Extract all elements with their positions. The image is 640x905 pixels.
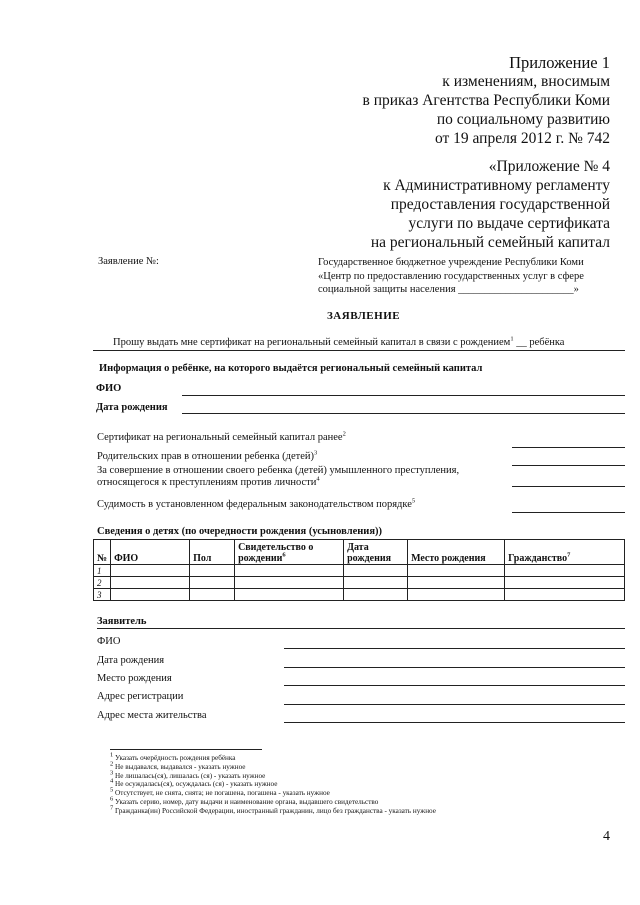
footnote-item: [110, 786, 436, 798]
footnote-separator: [110, 749, 262, 750]
question-certificate: [97, 432, 346, 443]
child-fio-field[interactable]: [182, 395, 625, 396]
application-number-label: Заявление №:: [98, 256, 159, 267]
child-dob-label: Дата рождения: [96, 402, 168, 413]
question-certificate-text: Сертификат на региональный семейный капитал ранее: [97, 432, 343, 443]
applicant-heading: Заявитель: [97, 616, 147, 627]
recipient-line: «Центр по предоставлению государственных услуг в сфере: [318, 270, 584, 282]
footnotes: [110, 751, 436, 816]
row-number: 3: [94, 589, 111, 601]
table-row[interactable]: [94, 577, 625, 589]
cell[interactable]: [408, 577, 505, 589]
question-criminal-record-text: Судимость в установленном федеральным законодательством порядке: [97, 499, 412, 510]
cell[interactable]: [235, 565, 344, 577]
applicant-residence-label: Адрес места жительства: [97, 710, 207, 721]
footnote-text: Гражданка(ин) Российской Федерации, иностранный гражданин, лицо без гражданства - указать нужное: [115, 806, 436, 815]
col-citizenship-text: Гражданство: [508, 553, 568, 564]
question-parental-rights: [97, 451, 317, 462]
footnote-number: 5: [110, 786, 114, 794]
cell[interactable]: [505, 577, 625, 589]
footnote-item: [110, 780, 436, 789]
row-number: 1: [94, 565, 111, 577]
header-line: по социальному развитию: [436, 111, 610, 128]
cell[interactable]: [111, 565, 190, 577]
applicant-dob-label: Дата рождения: [97, 655, 165, 666]
question-conviction-crime: [97, 465, 459, 489]
footnote-item: [110, 804, 436, 816]
table-row[interactable]: [94, 589, 625, 601]
criminal-record-answer-field[interactable]: [512, 512, 625, 513]
request-main: Прошу выдать мне сертификат на региональный семейный капитал в связи с рождением: [113, 337, 511, 348]
applicant-residence-field[interactable]: [284, 722, 625, 723]
parental-rights-answer-field[interactable]: [512, 465, 625, 466]
col-sex: Пол: [190, 540, 235, 565]
header-line: на региональный семейный капитал: [370, 234, 610, 251]
applicant-heading-rule: [97, 628, 625, 629]
recipient-block: [318, 256, 584, 297]
footnote-ref: 4: [316, 475, 320, 483]
children-table: [93, 539, 625, 601]
table-header-row: [94, 540, 625, 565]
applicant-birthplace-field[interactable]: [284, 685, 625, 686]
header-line: к изменениям, вносимым: [442, 73, 610, 90]
footnote-text: Указать серию, номер, дату выдачи и наименование органа, выдавшего свидетельство: [115, 797, 379, 806]
question-crime-text-line1: За совершение в отношении своего ребенка (детей) умышленного преступления,: [97, 465, 460, 476]
header-appendix-4: [371, 157, 610, 252]
footnote-item: [110, 751, 436, 763]
header-appendix-1: [363, 53, 610, 148]
header-line: к Административному регламенту: [383, 177, 610, 194]
header-line: Приложение 1: [509, 53, 610, 72]
row-number: 2: [94, 577, 111, 589]
request-sup: 1: [510, 335, 514, 343]
applicant-fio-field[interactable]: [284, 648, 625, 649]
cell[interactable]: [235, 577, 344, 589]
footnote-text: Отсутствует, не снята, снята; не погашена, погашена - указать нужное: [115, 789, 330, 798]
applicant-dob-field[interactable]: [284, 667, 625, 668]
crime-answer-field[interactable]: [512, 486, 625, 487]
table-row[interactable]: [94, 565, 625, 577]
footnote-number: 6: [110, 795, 114, 803]
footnote-ref: 6: [282, 551, 286, 559]
page-number: 4: [603, 829, 610, 844]
cell[interactable]: [111, 589, 190, 601]
cell[interactable]: [111, 577, 190, 589]
footnote-text: Не осуждалась(ся), осуждалась (ся) - указать нужное: [115, 780, 278, 789]
col-birth-certificate-text: Свидетельство о рождении: [238, 542, 314, 564]
cell[interactable]: [235, 589, 344, 601]
children-table-heading: Сведения о детях (по очередности рождения (усыновления)): [97, 526, 383, 537]
applicant-registration-field[interactable]: [284, 704, 625, 705]
applicant-birthplace-label: Место рождения: [97, 673, 172, 684]
cell[interactable]: [190, 589, 235, 601]
footnote-item: [110, 760, 436, 772]
cell[interactable]: [344, 577, 408, 589]
col-birth-date: Дата рождения: [344, 540, 408, 565]
footnote-number: 2: [110, 760, 114, 768]
cell[interactable]: [408, 589, 505, 601]
col-number: №: [94, 540, 111, 565]
question-crime-text-line2: относящегося к преступлениям против личности: [97, 477, 317, 488]
child-dob-field[interactable]: [182, 413, 625, 414]
cell[interactable]: [344, 565, 408, 577]
cell[interactable]: [505, 589, 625, 601]
cell[interactable]: [190, 565, 235, 577]
header-line: от 19 апреля 2012 г. № 742: [434, 130, 610, 147]
header-line: «Приложение № 4: [488, 158, 610, 175]
certificate-answer-field[interactable]: [512, 447, 625, 448]
footnote-ref: 2: [342, 430, 346, 438]
footnote-number: 3: [110, 769, 114, 777]
cell[interactable]: [408, 565, 505, 577]
col-citizenship: [505, 540, 625, 565]
footnote-text: Указать очерёдность рождения ребёнка: [115, 754, 236, 762]
document-title: ЗАЯВЛЕНИЕ: [327, 310, 401, 322]
col-birth-certificate: [235, 540, 344, 565]
footnote-item: [110, 795, 436, 807]
child-fio-label: ФИО: [96, 383, 122, 394]
footnote-ref: 5: [411, 497, 416, 505]
applicant-fio-label: ФИО: [97, 636, 121, 647]
footnote-text: Не лишалась(ся), лишалась (ся) - указать нужное: [115, 771, 266, 780]
question-criminal-record: [97, 499, 415, 510]
request-tail: __ ребёнка: [516, 337, 565, 348]
recipient-line: социальной защиты населения ______________________»: [318, 284, 579, 295]
cell[interactable]: [505, 565, 625, 577]
footnote-number: 1: [110, 751, 114, 759]
question-parental-rights-text: Родительских прав в отношении ребенка (детей): [97, 451, 314, 462]
header-line: услуги по выдаче сертификата: [408, 215, 610, 232]
cell[interactable]: [344, 589, 408, 601]
child-info-heading: Информация о ребёнке, на которого выдаётся региональный семейный капитал: [99, 363, 483, 374]
recipient-line: Государственное бюджетное учреждение Республики Коми: [318, 257, 584, 268]
footnote-text: Не выдавался, выдавался - указать нужное: [115, 762, 246, 771]
footnote-number: 4: [110, 778, 114, 785]
col-birth-place: Место рождения: [408, 540, 505, 565]
header-line: предоставления государственной: [390, 196, 610, 213]
cell[interactable]: [190, 577, 235, 589]
request-text: [113, 337, 564, 348]
footnote-ref: 7: [567, 551, 571, 559]
request-underline: [93, 350, 625, 351]
footnote-number: 7: [110, 804, 114, 812]
applicant-registration-label: Адрес регистрации: [97, 691, 184, 702]
header-line: в приказ Агентства Республики Коми: [362, 92, 610, 109]
col-fio: ФИО: [111, 540, 190, 565]
footnote-ref: 3: [314, 449, 318, 457]
